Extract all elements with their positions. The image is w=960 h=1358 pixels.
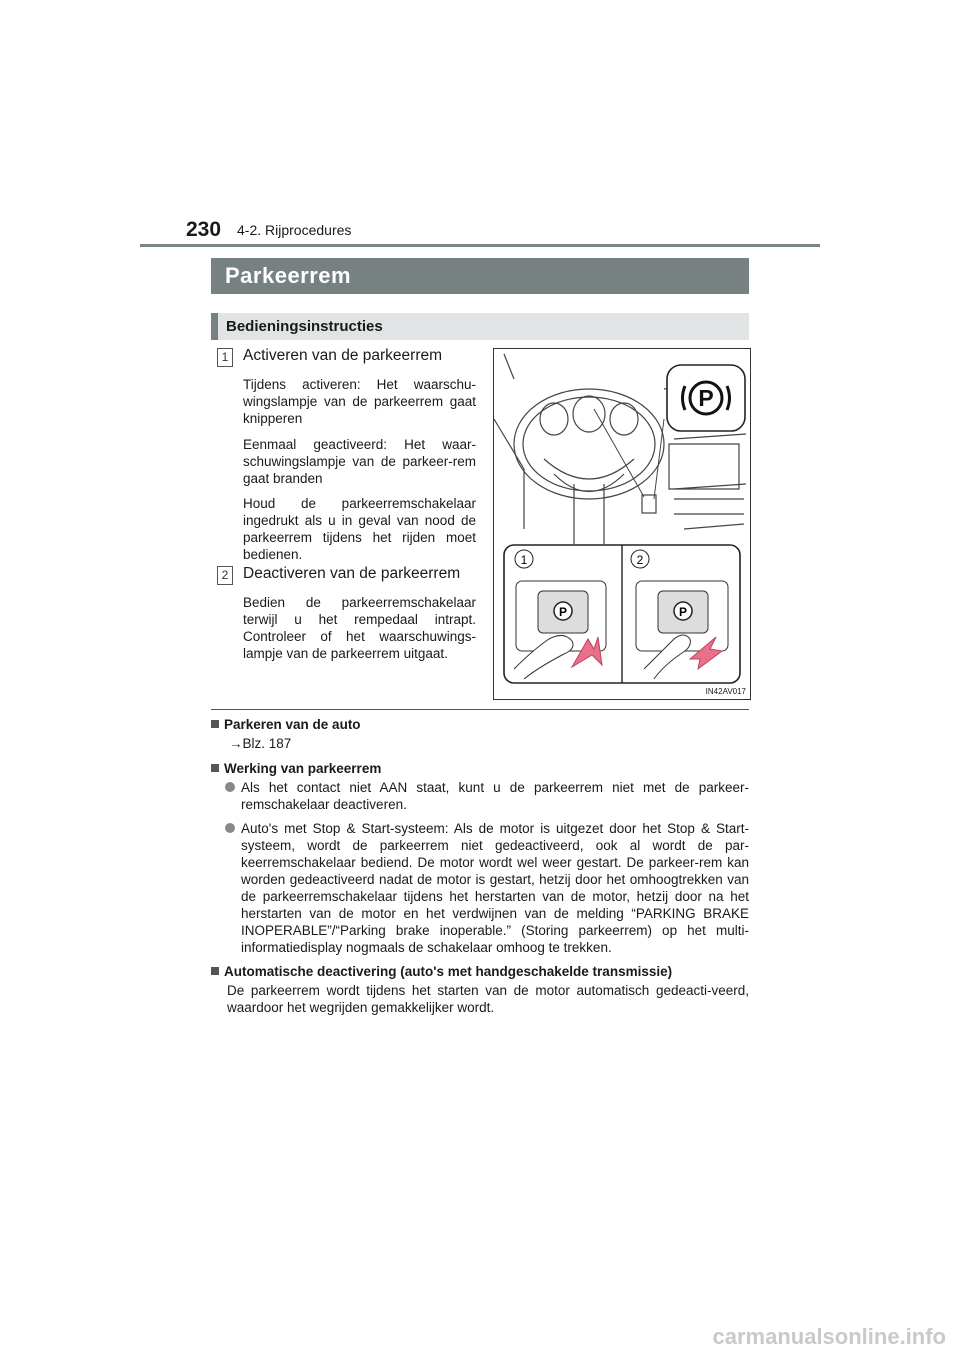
watermark: carmanualsonline.info xyxy=(712,1324,946,1349)
subtitle: Bedieningsinstructies xyxy=(226,318,383,335)
step-1-title: Activeren van de parkeerrem xyxy=(243,347,443,364)
step-1-number: 1 xyxy=(217,348,233,367)
subtitle-accent xyxy=(211,313,218,340)
step-1-paragraph-2: Eenmaal geactiveerd: Het waar-schuwingslampje van de parkeer-rem gaat branden xyxy=(243,437,476,486)
step-2-title: Deactiveren van de parkeerrem xyxy=(243,565,461,582)
page-title: Parkeerrem xyxy=(225,263,352,288)
panel-1-label: 1 xyxy=(520,553,528,567)
step-1-paragraph-1: Tijdens activeren: Het waarschu-wingslampje van de parkeerrem gaat knipperen xyxy=(243,377,476,426)
note-bullet-1: Als het contact niet AAN staat, kunt u de parkeerrem niet met de parkeer-remschakelaar deactiveren. xyxy=(211,779,749,813)
note-bullet-2: Auto's met Stop & Start-systeem: Als de motor is uitgezet door het Stop & Start-systeem, wordt de parkeerrem niet gedeactiveerd, ook al wordt de par-keerremschakelaar bediend. De motor wordt wel weer gestart. De parkeer-rem kan worden gedeactiveerd nadat de motor is gestart, hetzij door het omhoogtrekken van de parkeerremschakelaar tijdens het herstarten van de motor, hetzij door na het herstarten van de motor en het verdwijnen van de melding “PARKING BRAKE INOPERABLE”/“Parking brake inoperable.” (Storing parkeerrem) op het multi-informatiedisplay nogmaals de schakelaar omhoog te trekken. xyxy=(211,820,749,956)
parking-brake-illustration xyxy=(493,348,751,700)
operation-panels xyxy=(504,545,740,683)
panel-2-label: 2 xyxy=(636,553,644,567)
subtitle-bar xyxy=(211,313,749,340)
callout-bubble xyxy=(667,365,745,431)
brake-p-icon: P xyxy=(698,385,714,411)
square-bullet-icon xyxy=(211,720,219,728)
illustration-drawing xyxy=(494,349,750,699)
section-divider xyxy=(211,709,749,710)
figure-code: IN42AV017 xyxy=(705,687,746,696)
note-heading-auto-release: Automatische deactivering (auto's met handgeschakelde transmissie) xyxy=(211,963,749,980)
note-ref-parking: →Blz. 187 xyxy=(229,736,292,751)
note-heading-parking: Parkeren van de auto xyxy=(211,716,749,733)
round-bullet-icon xyxy=(225,782,235,792)
panel-1-p-icon: P xyxy=(558,605,568,619)
step-1-paragraph-3: Houd de parkeerremschakelaar ingedrukt als u in geval van nood de parkeerrem tijdens het rijden moet bedienen. xyxy=(243,496,476,562)
title-bar xyxy=(211,258,749,294)
notes-section xyxy=(211,716,749,1016)
round-bullet-icon xyxy=(225,823,235,833)
square-bullet-icon xyxy=(211,967,219,975)
note-text-auto-release: De parkeerrem wordt tijdens het starten van de motor automatisch gedeacti-veerd, waardoor het wegrijden gemakkelijker wordt. xyxy=(227,983,749,1015)
step-2-paragraph-1: Bedien de parkeerremschakelaar terwijl u het rempedaal intrapt. Controleer of het waarschuwings-lampje van de parkeerrem uitgaat. xyxy=(243,595,476,661)
header-rule xyxy=(140,244,820,247)
panel-2-p-icon: P xyxy=(678,605,688,619)
step-2-number: 2 xyxy=(217,566,233,585)
section-header: 4-2. Rijprocedures xyxy=(237,222,352,238)
page-number: 230 xyxy=(186,218,222,241)
square-bullet-icon xyxy=(211,764,219,772)
note-heading-operation: Werking van parkeerrem xyxy=(211,760,749,777)
